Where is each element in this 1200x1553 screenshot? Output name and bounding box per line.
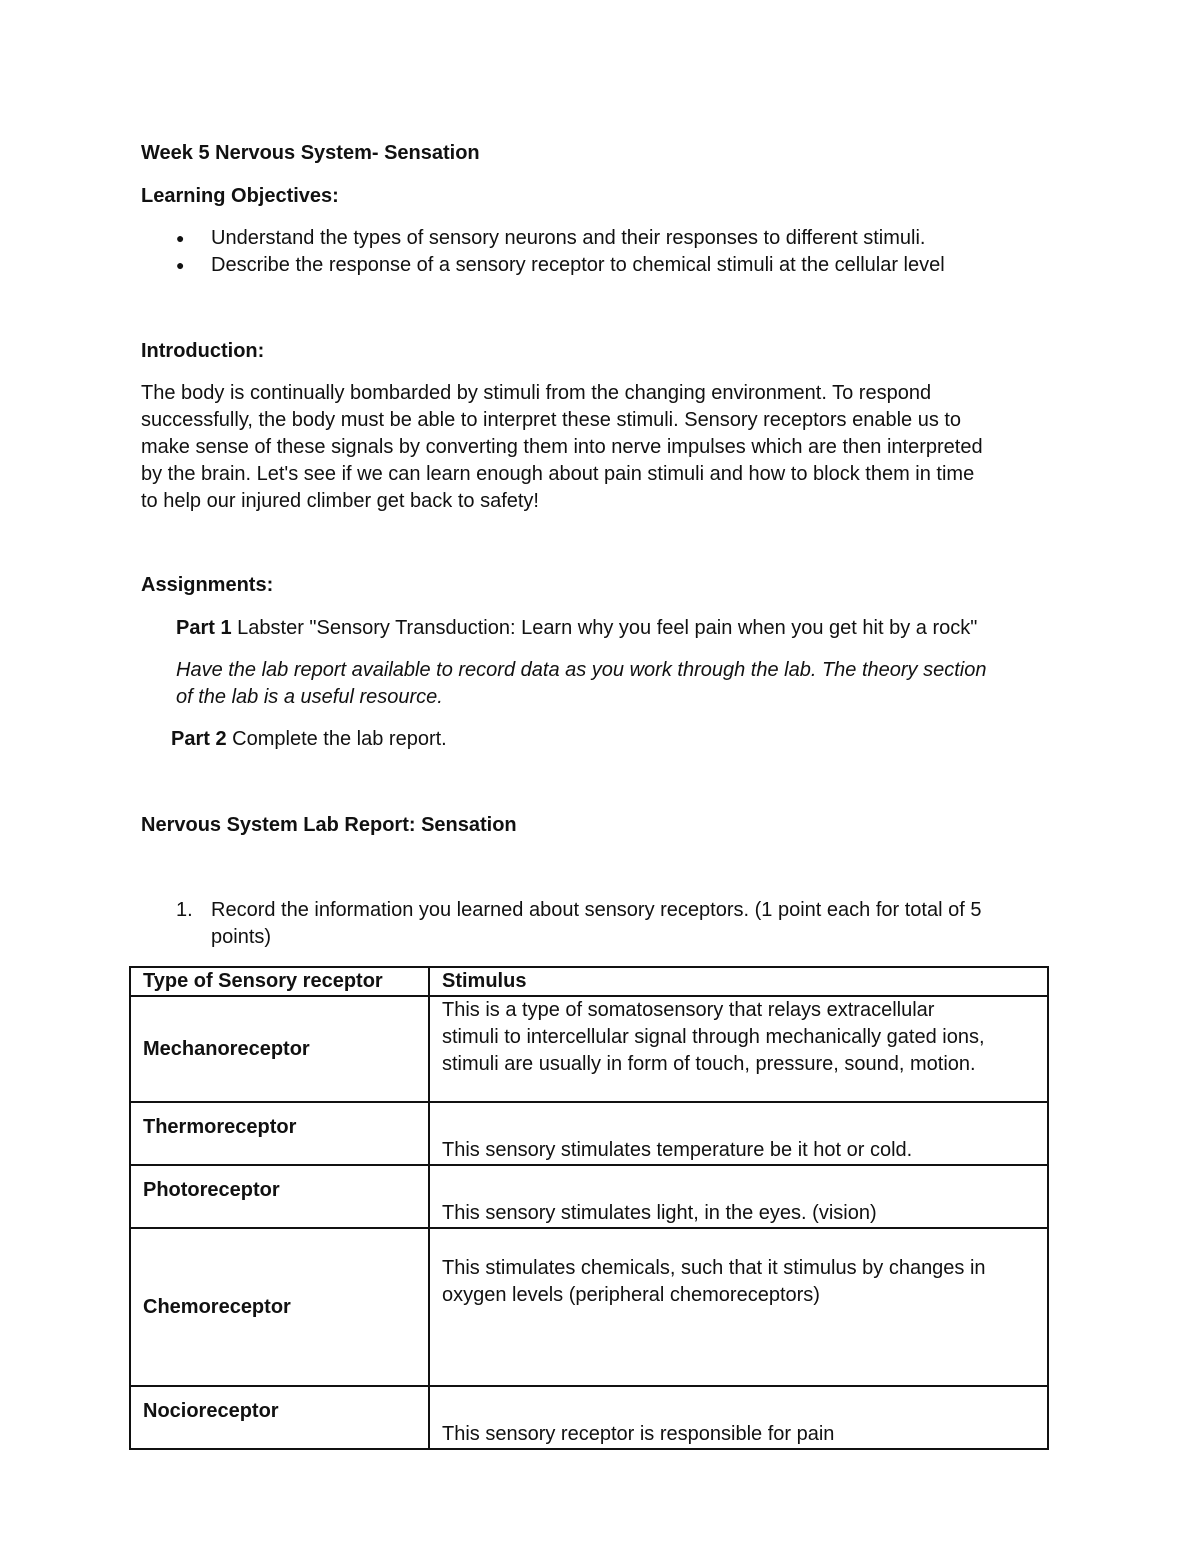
part2-text: Complete the lab report.	[226, 728, 447, 750]
bullet-icon: ●	[176, 230, 185, 246]
stimulus-cell	[429, 1386, 1048, 1449]
receptor-name: Photoreceptor	[130, 1165, 429, 1228]
question-number: 1.	[176, 899, 193, 921]
stimulus-line: This is a type of somatosensory that relays extracellular	[442, 999, 935, 1021]
question-line: Record the information you learned about sensory receptors. (1 point each for total of 5	[211, 899, 982, 921]
question-line: points)	[211, 926, 272, 948]
table-row	[130, 996, 1048, 1102]
receptor-name: Thermoreceptor	[130, 1102, 429, 1165]
introduction-line: make sense of these signals by converting them into nerve impulses which are then interpreted	[141, 436, 983, 458]
part1-label: Part 1	[176, 617, 232, 639]
table-header-row	[130, 967, 1048, 996]
stimulus-line: This sensory stimulates light, in the eyes. (vision)	[442, 1202, 877, 1224]
assignments-heading: Assignments:	[141, 574, 274, 596]
introduction-line: to help our injured climber get back to safety!	[141, 490, 539, 512]
introduction-body	[141, 380, 1061, 515]
table-row	[130, 1102, 1048, 1165]
header-receptor-type: Type of Sensory receptor	[130, 967, 429, 996]
part2-label: Part 2	[171, 728, 227, 750]
receptor-name: Nocioreceptor	[130, 1386, 429, 1449]
introduction-line: The body is continually bombarded by stimuli from the changing environment. To respond	[141, 382, 932, 404]
stimulus-cell	[429, 1228, 1048, 1386]
part1-line	[176, 615, 977, 642]
table-row	[130, 1165, 1048, 1228]
lab-report-heading: Nervous System Lab Report: Sensation	[141, 814, 517, 836]
part2-line	[171, 726, 447, 753]
stimulus-cell	[429, 1165, 1048, 1228]
introduction-line: by the brain. Let's see if we can learn enough about pain stimuli and how to block them in time	[141, 463, 975, 485]
stimulus-cell	[429, 1102, 1048, 1165]
learning-objectives-heading: Learning Objectives:	[141, 185, 339, 207]
question-text	[211, 897, 1061, 951]
stimulus-line: stimuli to intercellular signal through mechanically gated ions,	[442, 1026, 985, 1048]
header-stimulus: Stimulus	[429, 967, 1048, 996]
receptor-name: Mechanoreceptor	[130, 996, 429, 1102]
part1-note-line: of the lab is a useful resource.	[176, 686, 443, 708]
stimulus-line: oxygen levels (peripheral chemoreceptors)	[442, 1284, 820, 1306]
part1-note-line: Have the lab report available to record data as you work through the lab. The theory section	[176, 659, 987, 681]
stimulus-line: This stimulates chemicals, such that it stimulus by changes in	[442, 1257, 986, 1279]
introduction-line: successfully, the body must be able to interpret these stimuli. Sensory receptors enable us to	[141, 409, 962, 431]
objective-item: Describe the response of a sensory receptor to chemical stimuli at the cellular level	[211, 254, 945, 276]
stimulus-line: stimuli are usually in form of touch, pressure, sound, motion.	[442, 1053, 976, 1075]
introduction-heading: Introduction:	[141, 340, 265, 362]
bullet-icon: ●	[176, 257, 185, 273]
table-row	[130, 1386, 1048, 1449]
table-row	[130, 1228, 1048, 1386]
receptor-name: Chemoreceptor	[130, 1228, 429, 1386]
part1-note	[176, 657, 1066, 711]
stimulus-cell	[429, 996, 1048, 1102]
document-title: Week 5 Nervous System- Sensation	[141, 142, 480, 164]
stimulus-line: This sensory stimulates temperature be it hot or cold.	[442, 1139, 913, 1161]
sensory-receptor-table	[129, 966, 1049, 1450]
part1-text: Labster "Sensory Transduction: Learn why you feel pain when you get hit by a rock"	[231, 617, 978, 639]
stimulus-line: This sensory receptor is responsible for pain	[442, 1423, 835, 1445]
objective-item: Understand the types of sensory neurons and their responses to different stimuli.	[211, 227, 926, 249]
